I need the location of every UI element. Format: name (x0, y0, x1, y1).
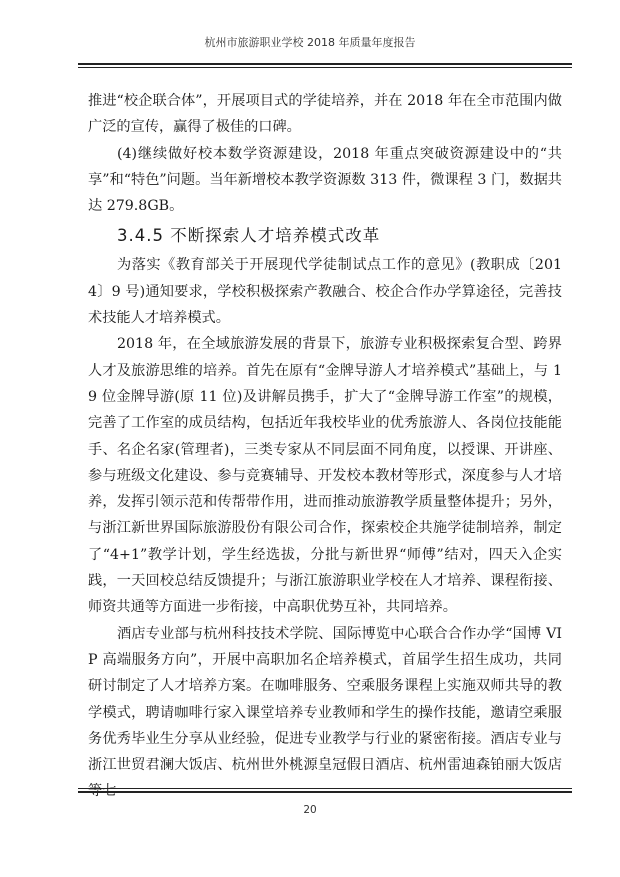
paragraph-resource-building: (4)继续做好校本数学资源建设，2018 年重点突破资源建设中的“共享”和“特色”问题。当年新增校本教学资源数 313 件，微课程 3 门，数据共达 279.8GB。 (88, 145, 562, 215)
footer-divider (78, 788, 572, 793)
paragraph-tourism-training: 2018 年，在全域旅游发展的背景下，旅游专业积极探索复合型、跨界人才及旅游思维的培养。首先在原有“金牌导游人才培养模式”基础上，与 19 位金牌导游(原 11 位)及讲解员携手，扩大了“金牌导游工作室”的规模，完善了工作室的成员结构，包括近年我校毕业的优秀旅游人、各岗位技能能手、名企名家(管理者)，三类专家从不同层面不同角度，以授课、开讲座、参与班级文化建设、参与竞赛辅导、开发校本教材等形式，深度参与人才培养，发挥引领示范和传帮带作用，进而推动旅游教学质量整体提升；另外，与浙江新世界国际旅游股份有限公司合作，探索校企共施学徒制培养，制定了“4+1”教学计划，学生经选拔，分批与新世界“师傅”结对，四天入企实践，一天回校总结反馈提升；与浙江旅游职业学校在人才培养、课程衔接、师资共通等方面进一步衔接，中高职优势互补，共同培养。 (88, 336, 562, 616)
document-body (88, 88, 562, 805)
page-header-title: 杭州市旅游职业学校 2018 年质量年度报告 (204, 36, 416, 49)
paragraph-apprentice-promotion: 推进“校企联合体”，开展项目式的学徒培养，并在 2018 年在全市范围内做广泛的宣传，赢得了极佳的口碑。 (88, 93, 562, 136)
page-number: 20 (303, 804, 317, 816)
paragraph-hotel-cooperation: 酒店专业部与杭州科技技术学院、国际博览中心联合合作办学“国博 VIP 高端服务方向”，开展中高职加名企培养模式，首届学生招生成功，共同研讨制定了人才培养方案。在咖啡服务、空乘服务课程上实施双师共导的教学模式，聘请咖啡行家入课堂培养专业教师和学生的操作技能，邀请空乘服务优秀毕业生分享从业经验，促进专业教学与行业的紧密衔接。酒店专业与浙江世贸君澜大饭店、杭州世外桃源皇冠假日酒店、杭州雷迪森铂丽大饭店等七 (88, 625, 562, 800)
section-heading: 3.4.5 不断探索人才培养模式改革 (117, 226, 381, 246)
header-divider (78, 63, 572, 68)
paragraph-policy-implementation: 为落实《教育部关于开展现代学徒制试点工作的意见》(教职成〔2014〕9 号)通知要求，学校积极探索产教融合、校企合作办学算途径，完善技术技能人才培养模式。 (88, 257, 562, 327)
